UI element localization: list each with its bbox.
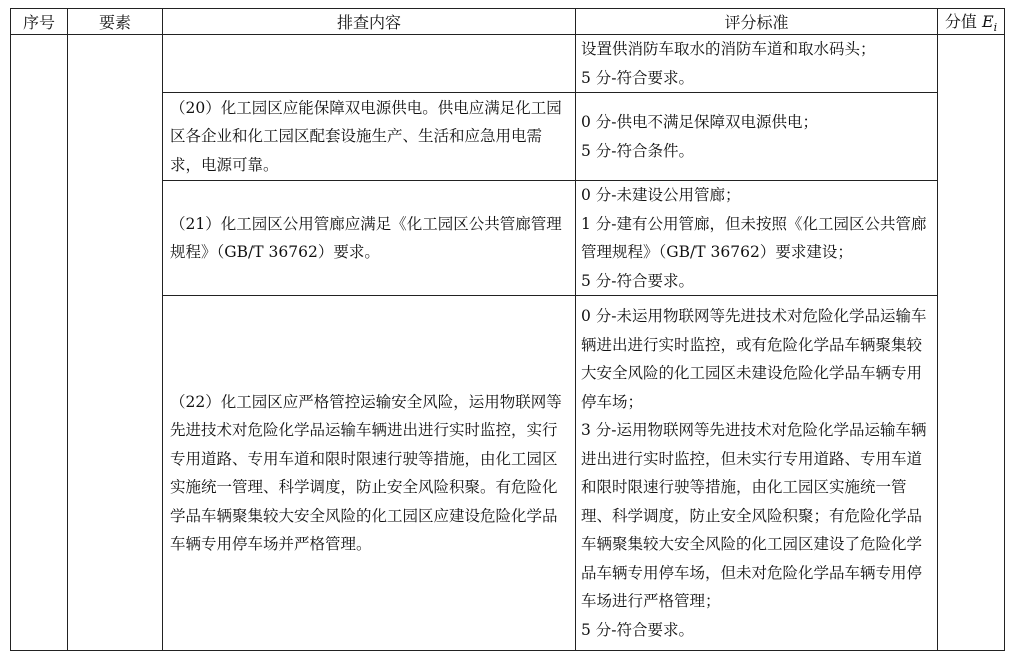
header-score-variable <box>981 12 998 35</box>
header-element: 要素 <box>68 9 163 35</box>
table-header-row <box>11 9 1005 35</box>
table-row <box>11 35 1005 93</box>
header-criteria: 评分标准 <box>576 9 938 35</box>
header-score-label: 分值 <box>944 12 982 31</box>
scoring-table-page <box>10 8 1004 644</box>
content-cell: （22）化工园区应严格管控运输安全风险，运用物联网等先进技术对危险化学品运输车辆进出进行实时监控，实行专用道路、专用车道和限时限速行驶等措施，由化工园区实施统一管理、科学调度，防止安全风险积聚。有危险化学品车辆聚集较大安全风险的化工园区应建设危险化学品车辆专用停车场并严格管理。 <box>163 296 576 651</box>
scoring-table <box>10 8 1005 651</box>
content-cell: （20）化工园区应能保障双电源供电。供电应满足化工园区各企业和化工园区配套设施生产、生活和应急用电需求，电源可靠。 <box>163 93 576 181</box>
criteria-cell: 0 分-未建设公用管廊； 1 分-建有公用管廊，但未按照《化工园区公共管廊管理规程》（GB/T 36762）要求建设； 5 分-符合要求。 <box>576 181 938 296</box>
element-cell <box>68 35 163 651</box>
criteria-cell: 0 分-未运用物联网等先进技术对危险化学品运输车辆进出进行实时监控，或有危险化学品车辆聚集较大安全风险的化工园区未建设危险化学品车辆专用停车场； 3 分-运用物联网等先进技术对危险化学品运输车辆进出进行实时监控，但未实行专用道路、专用车道和限时限速行驶等措施，由化工园区实施统一管理、科学调度，防止安全风险积聚；有危险化学品车辆聚集较大安全风险的化工园区建设了危险化学品车辆专用停车场，但未对危险化学品车辆专用停车场进行严格管理； 5 分-符合要求。 <box>576 296 938 651</box>
header-score <box>938 9 1005 35</box>
criteria-cell: 设置供消防车取水的消防车道和取水码头； 5 分-符合要求。 <box>576 35 938 93</box>
score-var-letter: E <box>981 12 994 31</box>
header-content: 排查内容 <box>163 9 576 35</box>
criteria-cell: 0 分-供电不满足保障双电源供电； 5 分-符合条件。 <box>576 93 938 181</box>
header-seq: 序号 <box>11 9 68 35</box>
content-cell <box>163 35 576 93</box>
content-cell: （21）化工园区公用管廊应满足《化工园区公共管廊管理规程》（GB/T 36762）要求。 <box>163 181 576 296</box>
seq-cell <box>11 35 68 651</box>
score-var-subscript: i <box>993 21 998 35</box>
score-cell <box>938 35 1005 651</box>
